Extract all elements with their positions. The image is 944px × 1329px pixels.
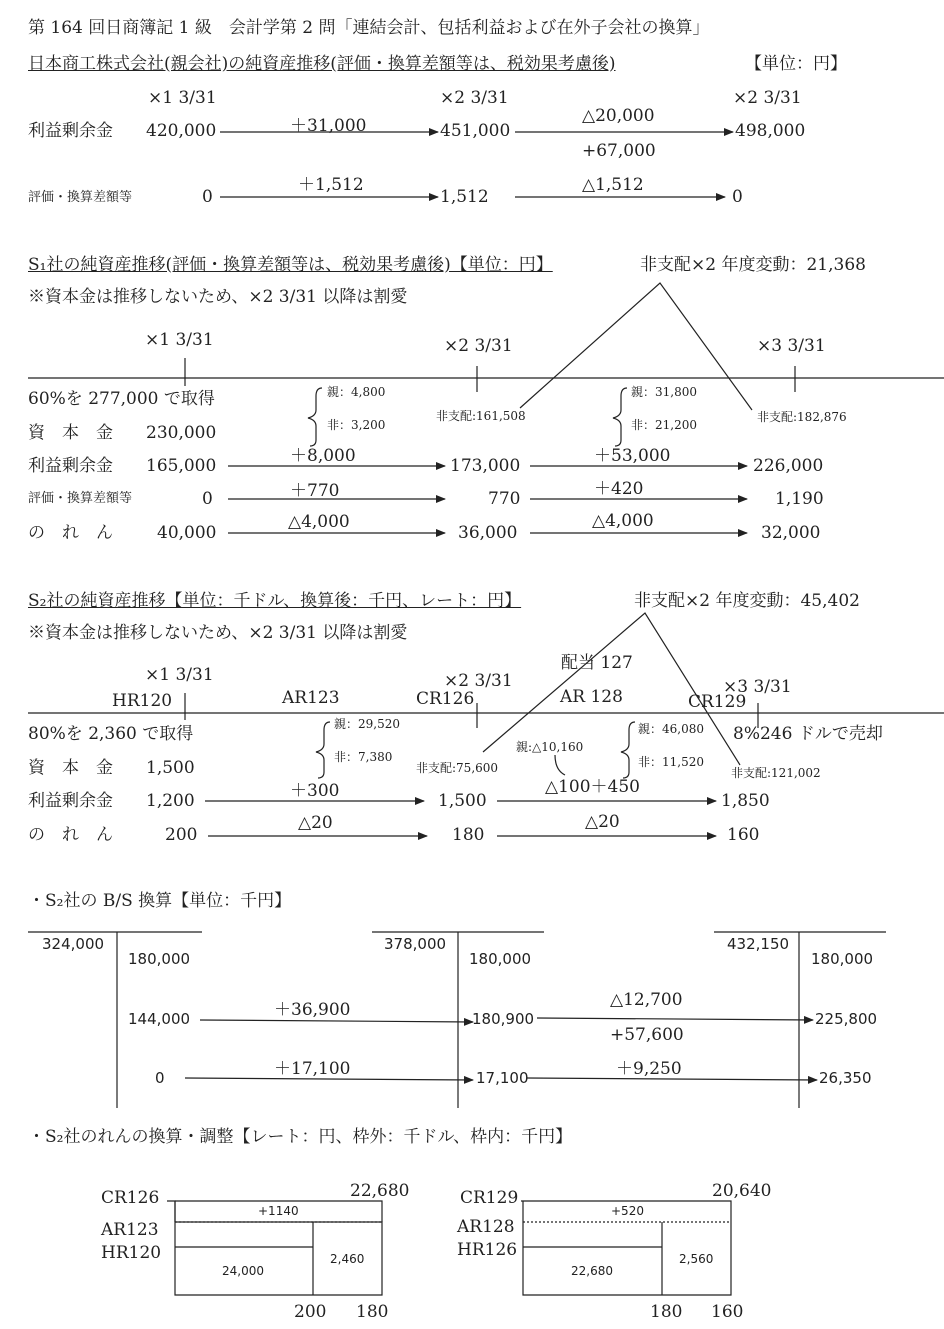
row-label: の れ ん	[28, 523, 113, 543]
change: △4,000	[288, 512, 350, 532]
rate: CR129	[688, 692, 747, 712]
value: 0	[732, 187, 743, 207]
change: ＋9,250	[616, 1059, 682, 1079]
bs-heading: ・S₂社の B/S 換算【単位：千円】	[28, 891, 292, 911]
bs-total: 432,150	[727, 935, 790, 953]
value: 26,350	[819, 1069, 872, 1087]
change: △12,700	[610, 990, 683, 1010]
page-title: 第 164 回日商簿記 1 級 会計学第 2 問「連結会計、包括利益および在外子会社の換算」	[28, 18, 710, 38]
gw-current: 20,640	[712, 1181, 772, 1201]
rate: HR126	[457, 1240, 518, 1260]
split-parent: 親：31,800	[631, 385, 697, 399]
value: 420,000	[146, 121, 217, 141]
s2-note: ※資本金は推移しないため、×2 3/31 以降は割愛	[28, 623, 408, 643]
s2-heading: S₂社の純資産推移【単位：千ドル、換算後：千円、レート：円】	[28, 591, 522, 611]
value: 770	[488, 489, 521, 509]
value: 0	[202, 187, 213, 207]
dividend: 配当 127	[561, 653, 633, 673]
rate: AR123	[282, 688, 340, 708]
date-label: ×1 3/31	[145, 665, 214, 685]
brace	[555, 755, 565, 775]
arrow	[200, 1020, 473, 1022]
value: 36,000	[458, 523, 518, 543]
nci-balance: 非支配:161,508	[436, 409, 526, 423]
s2-sale: 8%246 ドルで売却	[733, 724, 883, 744]
rate: CR129	[460, 1188, 519, 1208]
row-label: 評価・換算差額等	[28, 491, 133, 506]
change: ＋420	[594, 479, 644, 499]
value: 1,190	[775, 489, 824, 509]
row-label: 利益剰余金	[28, 791, 113, 811]
brace	[316, 722, 330, 778]
value: 180	[452, 825, 485, 845]
dividend-split: 親:△10,160	[516, 740, 584, 754]
arrow	[537, 1018, 813, 1020]
gw-base: 24,000	[222, 1264, 264, 1278]
value: 17,100	[476, 1069, 529, 1087]
row-label: 利益剰余金	[28, 121, 113, 141]
change: △1,512	[582, 175, 644, 195]
value: 0	[155, 1069, 165, 1087]
value: 498,000	[735, 121, 806, 141]
value: 230,000	[146, 423, 217, 443]
parent-heading: 日本商工株式会社(親会社)の純資産推移(評価・換算差額等は、税効果考慮後)	[28, 54, 616, 74]
date-label: ×2 3/31	[733, 88, 802, 108]
gw-dollar: 200	[294, 1302, 327, 1322]
bs-total: 324,000	[42, 935, 105, 953]
value: 144,000	[128, 1010, 191, 1028]
change: ＋770	[290, 481, 340, 501]
s2-acquisition: 80%を 2,360 で取得	[28, 724, 194, 744]
split-parent: 親：4,800	[327, 385, 386, 399]
change: ＋300	[290, 781, 340, 801]
date-label: ×1 3/31	[148, 88, 217, 108]
date-label: ×1 3/31	[145, 330, 214, 350]
value: 1,500	[438, 791, 487, 811]
s2-nci-change: 非支配×2 年度変動：45,402	[634, 591, 860, 611]
gw-amortization: 2,560	[679, 1252, 714, 1266]
change: ＋53,000	[594, 446, 671, 466]
change: +57,600	[610, 1025, 684, 1045]
bs-capital: 180,000	[128, 950, 191, 968]
s1-note: ※資本金は推移しないため、×2 3/31 以降は割愛	[28, 287, 408, 307]
value: 1,500	[146, 758, 195, 778]
value: 1,512	[440, 187, 489, 207]
value: 173,000	[450, 456, 521, 476]
row-label: の れ ん	[28, 825, 113, 845]
split-parent: 親：46,080	[638, 722, 704, 736]
brace	[613, 388, 627, 446]
change: ＋31,000	[290, 116, 367, 136]
value: 226,000	[753, 456, 824, 476]
value: 225,800	[815, 1010, 878, 1028]
gw-dollar: 180	[650, 1302, 683, 1322]
split-nci: 非：7,380	[334, 750, 393, 764]
split-parent: 親：29,520	[334, 717, 400, 731]
gw-dollar: 160	[711, 1302, 744, 1322]
change: △20	[298, 813, 333, 833]
s1-heading: S₁社の純資産推移(評価・換算差額等は、税効果考慮後)【単位：円】	[28, 255, 553, 275]
gw-current: 22,680	[350, 1181, 410, 1201]
parent-unit: 【単位：円】	[745, 54, 847, 74]
bs-capital: 180,000	[469, 950, 532, 968]
value: 32,000	[761, 523, 821, 543]
rate: AR128	[457, 1217, 515, 1237]
rate: HR120	[112, 691, 173, 711]
split-nci: 非：11,520	[638, 755, 704, 769]
gw-heading: ・S₂社のれんの換算・調整【レート：円、枠外：千ドル、枠内：千円】	[28, 1127, 573, 1147]
value: 180,900	[472, 1010, 535, 1028]
gw-adjustment: +520	[611, 1204, 644, 1218]
change: △4,000	[592, 511, 654, 531]
date-label: ×3 3/31	[757, 336, 826, 356]
gw-amortization: 2,460	[330, 1252, 365, 1266]
rate: AR 128	[560, 687, 623, 707]
bs-capital: 180,000	[811, 950, 874, 968]
bs-total: 378,000	[384, 935, 447, 953]
date-label: ×2 3/31	[444, 671, 513, 691]
change: ＋1,512	[298, 175, 364, 195]
change: △100＋450	[545, 777, 640, 797]
date-label: ×2 3/31	[440, 88, 509, 108]
change: +67,000	[582, 141, 656, 161]
change: △20,000	[582, 106, 655, 126]
gw-dollar: 180	[356, 1302, 389, 1322]
change: ＋17,100	[274, 1059, 351, 1079]
split-nci: 非：3,200	[327, 418, 386, 432]
date-label: ×2 3/31	[444, 336, 513, 356]
nci-balance: 非支配:182,876	[757, 410, 847, 424]
nci-balance: 非支配:121,002	[731, 766, 821, 780]
value: 165,000	[146, 456, 217, 476]
change: △20	[585, 812, 620, 832]
value: 1,850	[721, 791, 770, 811]
date-label: ×3 3/31	[723, 677, 792, 697]
change: ＋36,900	[274, 1000, 351, 1020]
brace	[621, 722, 635, 778]
brace	[308, 388, 322, 446]
gw-base: 22,680	[571, 1264, 613, 1278]
value: 160	[727, 825, 760, 845]
row-label: 資 本 金	[28, 758, 113, 778]
split-nci: 非：21,200	[631, 418, 697, 432]
row-label: 資 本 金	[28, 423, 113, 443]
value: 200	[165, 825, 198, 845]
change: ＋8,000	[290, 446, 356, 466]
rate: AR123	[101, 1220, 159, 1240]
value: 1,200	[146, 791, 195, 811]
value: 0	[202, 489, 213, 509]
value: 40,000	[157, 523, 217, 543]
rate: CR126	[416, 689, 475, 709]
gw-adjustment: +1140	[258, 1204, 299, 1218]
s1-nci-change: 非支配×2 年度変動：21,368	[640, 255, 866, 275]
rate: CR126	[101, 1188, 160, 1208]
s1-acquisition: 60%を 277,000 で取得	[28, 389, 215, 409]
rate: HR120	[101, 1243, 162, 1263]
nci-balance: 非支配:75,600	[416, 761, 499, 775]
row-label: 利益剰余金	[28, 456, 113, 476]
value: 451,000	[440, 121, 511, 141]
row-label: 評価・換算差額等	[28, 190, 133, 205]
